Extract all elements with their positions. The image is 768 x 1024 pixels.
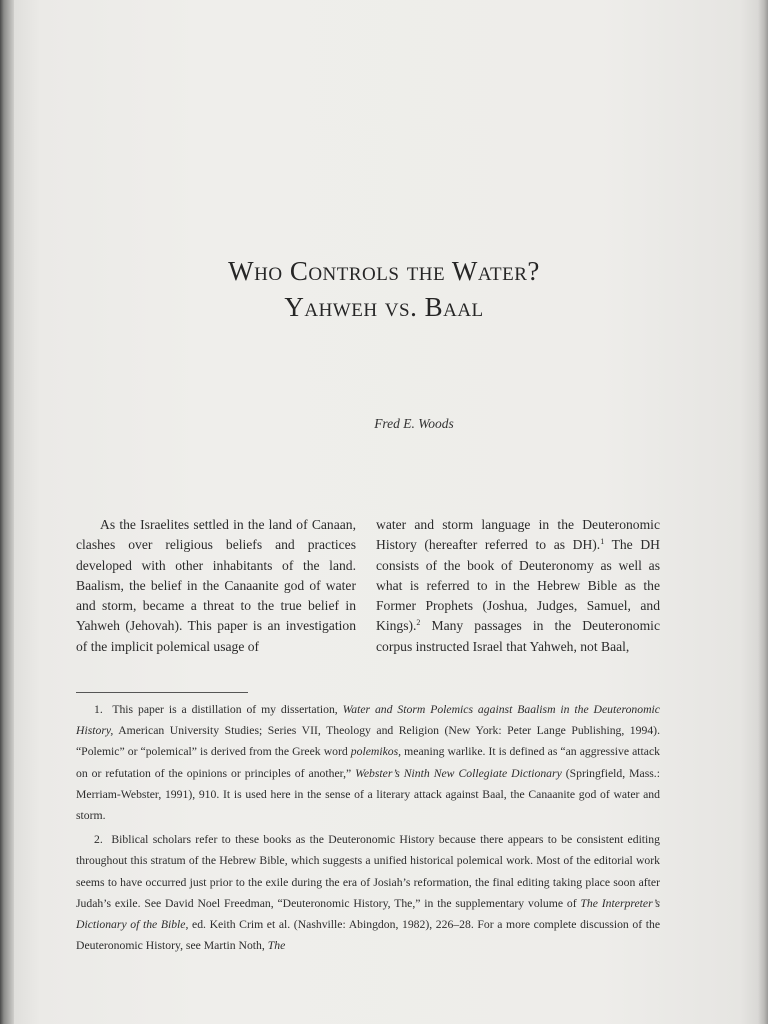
footnote-ref-1: 1 bbox=[600, 537, 605, 547]
author-name: Fred E. Woods bbox=[374, 416, 454, 431]
footnote-text: ed. Keith Crim et al. (Nashville: Abingdon, 1982), 226–28. For a more complete discussion of the Deuteronomic History, see Martin Noth, bbox=[76, 918, 661, 953]
footnote-number: 2. bbox=[94, 833, 103, 847]
footnote-text: (Springfield, Mass.: Merriam-Webster, 1991), 910. It is used here in the sense of a literary attack against Baal, the Canaanite god of water and storm. bbox=[76, 766, 660, 823]
body-text: The DH consists of the book of Deuteronomy as well as what is referred to in the Hebrew Bible as the Former Prophets (Joshua, Judges, Samuel, and Kings). bbox=[376, 537, 660, 634]
footnote-2 bbox=[76, 829, 660, 956]
footnote-italic: The Interpreter’s Dictionary of the Bible, bbox=[76, 896, 660, 932]
page-edge-shadow bbox=[758, 0, 768, 1024]
body-column-left: As the Israelites settled in the land of Canaan, clashes over religious beliefs and practices developed with other inhabitants of the land. Baalism, the belief in the Canaanite god of water and storm, became a threat to the true belief in Yahweh (Jehovah). This paper is an investigation of the implicit polemical usage of bbox=[76, 517, 356, 654]
footnotes bbox=[76, 699, 660, 956]
body-column-right bbox=[376, 515, 660, 657]
footnote-italic: polemikos, bbox=[350, 745, 402, 759]
chapter-title-line-1: Who Controls the Water? bbox=[228, 256, 540, 286]
chapter-title-line-2: Yahweh vs. Baal bbox=[284, 292, 484, 322]
footnote-text: Biblical scholars refer to these books as the Deuteronomic History because there appears to be consistent editing throughout this stratum of the Hebrew Bible, which suggests a unified historical polemical work. Most of the editorial work seems to have occurred just prior to the exile during the era of Josiah’s reformation, the final editing taking place soon after Judah’s exile. See David Noel Freedman, “Deuteronomic History, The,” in the supplementary volume of bbox=[76, 833, 660, 910]
footnote-divider bbox=[76, 692, 248, 693]
footnote-ref-2: 2 bbox=[416, 618, 421, 628]
footnote-1 bbox=[76, 699, 660, 826]
footnote-text: meaning warlike. It is defined as “an aggressive attack on or refutation of the opinions or principles of another,” bbox=[76, 745, 660, 780]
book-spine-shadow bbox=[0, 0, 14, 1024]
body-text: water and storm language in the Deuteronomic History (hereafter referred to as DH). bbox=[376, 517, 660, 553]
footnote-text: American University Studies; Series VII, Theology and Religion (New York: Peter Lange Publishing, 1994). “Polemic” or “polemical” is derived from the Greek word bbox=[76, 724, 660, 759]
footnote-number: 1. bbox=[94, 703, 103, 716]
footnote-italic: Water and Storm Polemics against Baalism in the Deuteronomic History, bbox=[76, 703, 660, 738]
footnote-text: This paper is a distillation of my dissertation, bbox=[112, 703, 343, 716]
footnote-italic: Webster’s Ninth New Collegiate Dictionary bbox=[355, 766, 562, 780]
footnote-italic: The bbox=[267, 939, 286, 953]
body-text: Many passages in the Deuteronomic corpus instructed Israel that Yahweh, not Baal, bbox=[376, 618, 660, 654]
